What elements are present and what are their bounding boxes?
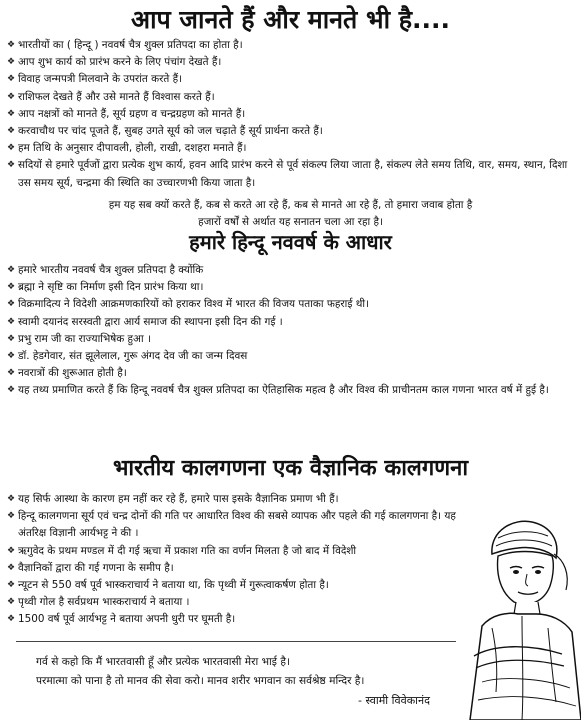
- quote-line-1: गर्व से कहो कि मैं भारतवासी हूँ और प्रत्येक भारतवासी मेरा भाई है।: [36, 656, 290, 668]
- list-item: ❖ विक्रमादित्य ने विदेशी आक्रमणकारियों को हराकर विश्व में भारत की विजय पताका फहराई थी।: [7, 296, 573, 313]
- section-3-list: [7, 491, 477, 629]
- bullet-icon: ❖: [7, 562, 16, 573]
- list-item: ❖ नवरात्रों की शुरूआत होती है।: [7, 365, 573, 382]
- section-1-paragraph: [30, 197, 551, 231]
- bullet-icon: ❖: [7, 580, 16, 591]
- bullet-icon: ❖: [7, 57, 16, 68]
- paragraph-line-2: हजारों वर्षों से अर्थात यह सनातन चला आ रहा है।: [198, 216, 383, 228]
- bullet-icon: ❖: [7, 40, 16, 50]
- list-item: ❖ 1500 वर्ष पूर्व आर्यभट्ट ने बताया अपनी धुरी पर घूमती है।: [7, 611, 477, 628]
- signature: - स्वामी विवेकानंद: [358, 694, 430, 707]
- list-item: ❖ स्वामी दयानंद सरस्वती द्वारा आर्य समाज की स्थापना इसी दिन की गई ।: [7, 314, 573, 331]
- list-item: ❖ आप नक्षत्रों को मानते हैं, सूर्य ग्रहण व चन्द्रग्रहण को मानते हैं।: [7, 106, 573, 123]
- quote-block: [36, 653, 456, 691]
- list-item: ❖ हिन्दू कालगणना सूर्य एवं चन्द्र दोनों की गति पर आधारित विश्व की सबसे व्यापक और पहले की गई कालगणना है। यह अंतरिक्ष विज्ञानी आर्यभट्ट ने की ।: [7, 510, 456, 540]
- bullet-icon: ❖: [7, 545, 16, 556]
- bullet-icon: ❖: [7, 511, 16, 522]
- bullet-icon: ❖: [7, 108, 16, 119]
- bullet-icon: ❖: [7, 265, 16, 275]
- list-item: ❖ भारतीयों का ( हिन्दू ) नववर्ष चैत्र शुक्ल प्रतिपदा का होता है।: [7, 37, 573, 54]
- bullet-icon: ❖: [7, 385, 16, 396]
- bullet-icon: ❖: [7, 597, 16, 608]
- section-1-heading: आप जानते हैं और मानते भी है....: [130, 5, 451, 34]
- list-item: ❖ प्रभु राम जी का राज्याभिषेक हुआ ।: [7, 331, 573, 348]
- bullet-icon: ❖: [7, 368, 16, 379]
- bullet-icon: ❖: [7, 614, 16, 625]
- list-item: ❖ डॉ. हेडगेवार, संत झूलेलाल, गुरू अंगद देव जी का जन्म दिवस: [7, 348, 573, 365]
- bullet-icon: ❖: [7, 333, 16, 344]
- quote-line-2: परमात्मा को पाना है तो मानव की सेवा करो। मानव शरीर भगवान का सर्वश्रेष्ठ मन्दिर है।: [36, 675, 365, 687]
- bullet-icon: ❖: [7, 282, 16, 293]
- bullet-icon: ❖: [7, 299, 16, 310]
- list-item: ❖ न्यूटन से 550 वर्ष पूर्व भास्कराचार्य ने बताया था, कि पृथ्वी में गुरूत्वाकर्षण होता है।: [7, 577, 477, 594]
- list-item: ❖ राशिफल देखते हैं और उसे मानते हैं विश्वास करते हैं।: [7, 89, 573, 106]
- paragraph-line-1: हम यह सब क्यों करते हैं, कब से करते आ रहे हैं, कब से मानते आ रहे हैं, तो हमारा जवाब होता है: [108, 199, 473, 211]
- list-item: ❖ ब्रह्मा ने सृष्टि का निर्माण इसी दिन प्रारंभ किया था।: [7, 279, 573, 296]
- list-item: ❖ करवाचौथ पर चांद पूजते हैं, सुबह उगते सूर्य को जल चढ़ाते हैं सूर्य प्रार्थना करते हैं।: [7, 123, 573, 140]
- list-item: ❖ सदियों से हमारे पूर्वजों द्वारा प्रत्येक शुभ कार्य, हवन आदि प्रारंभ करने से पूर्व संकल्प लिया जाता है, संकल्प लेते समय तिथि, वार, समय, स्थान, दिशा उस समय सूर्य, चन्द्रमा की स्थिति का उच्चारणभी किया जाता है।: [7, 159, 568, 189]
- bullet-icon: ❖: [7, 74, 16, 85]
- section-2-list: [7, 262, 573, 400]
- list-item: ❖ आप शुभ कार्य को प्रारंभ करने के लिए पंचांग देखते हैं।: [7, 54, 573, 71]
- section-2-heading: हमारे हिन्दू नववर्ष के आधार: [189, 230, 392, 254]
- list-item: ❖ हमारे भारतीय नववर्ष चैत्र शुक्ल प्रतिपदा है क्योंकि: [7, 262, 573, 279]
- divider: [16, 641, 456, 642]
- section-3-heading: भारतीय कालगणना एक वैज्ञानिक कालगणना: [112, 456, 469, 481]
- bullet-icon: ❖: [7, 494, 16, 504]
- list-item: ❖ विवाह जन्मपत्री मिलवाने के उपरांत करते हैं।: [7, 71, 573, 88]
- list-item: ❖ वैज्ञानिकों द्वारा की गई गणना के समीप है।: [7, 560, 477, 577]
- section-1-list: [7, 37, 573, 192]
- list-item: ❖ यह सिर्फ आस्था के कारण हम नहीं कर रहे हैं, हमारे पास इसके वैज्ञानिक प्रमाण भी हैं।: [7, 491, 477, 508]
- bullet-icon: ❖: [7, 316, 16, 327]
- list-item: ❖ पृथ्वी गोल है सर्वप्रथम भास्कराचार्य ने बताया ।: [7, 594, 477, 611]
- bullet-icon: ❖: [7, 351, 16, 362]
- bullet-icon: ❖: [7, 143, 16, 154]
- list-item: ❖ ऋगुवेद के प्रथम मण्डल में दी गई ऋचा में प्रकाश गति का वर्णन मिलता है जो बाद में विदेशी: [7, 543, 477, 560]
- swami-vivekananda-illustration: [452, 516, 581, 720]
- bullet-icon: ❖: [7, 126, 16, 137]
- list-item: ❖ हम तिथि के अनुसार दीपावली, होली, राखी, दशहरा मनाते हैं।: [7, 140, 573, 157]
- bullet-icon: ❖: [7, 160, 16, 171]
- bullet-icon: ❖: [7, 91, 16, 102]
- list-item: ❖ यह तथ्य प्रमाणित करते हैं कि हिन्दू नववर्ष चैत्र शुक्ल प्रतिपदा का ऐतिहासिक महत्व है और विश्व की प्राचीनतम काल गणना भारत वर्ष में हुई है।: [7, 382, 573, 399]
